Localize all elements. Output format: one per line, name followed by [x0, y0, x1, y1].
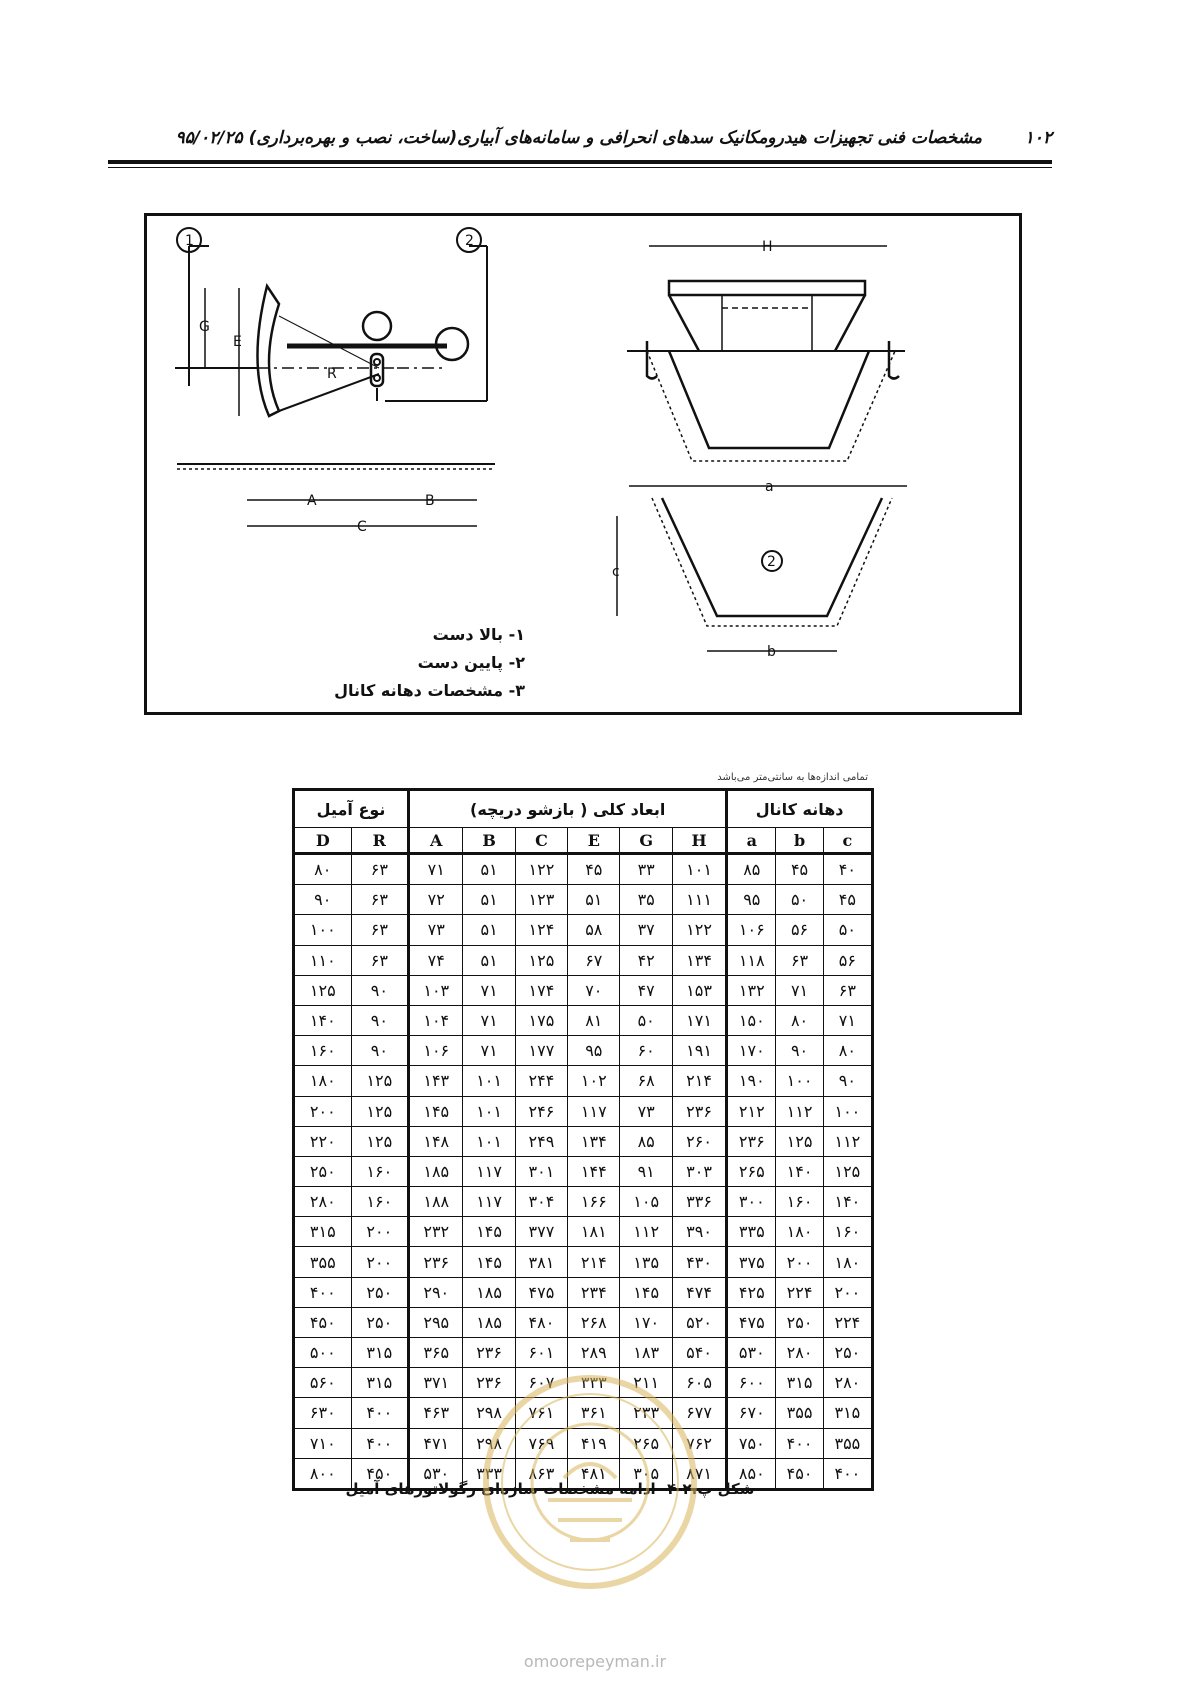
- table-cell: ۴۰۰: [294, 1277, 352, 1307]
- table-cell: ۱۲۵: [351, 1126, 409, 1156]
- table-cell: ۳۳۳: [463, 1458, 515, 1489]
- column-header-C: C: [515, 828, 567, 854]
- table-cell: ۷۱۰: [294, 1428, 352, 1458]
- table-cell: ۴۵: [823, 885, 872, 915]
- table-cell: ۳۵۵: [294, 1247, 352, 1277]
- table-row: [294, 1277, 873, 1307]
- column-header-G: G: [620, 828, 672, 854]
- table-cell: ۸۶۳: [515, 1458, 567, 1489]
- table-cell: ۱۴۵: [409, 1096, 463, 1126]
- gate-drawing: [144, 213, 1022, 715]
- table-cell: ۶۳: [351, 915, 409, 945]
- table-cell: ۴۷۵: [727, 1307, 776, 1337]
- table-cell: ۱۴۵: [620, 1277, 672, 1307]
- table-cell: ۸۷۱: [672, 1458, 726, 1489]
- table-cell: ۵۴۰: [672, 1338, 726, 1368]
- label-a: a: [765, 479, 774, 495]
- column-header-c: c: [823, 828, 872, 854]
- table-cell: ۱۴۰: [776, 1156, 823, 1186]
- table-cell: ۱۱۷: [568, 1096, 620, 1126]
- table-cell: ۲۳۶: [727, 1126, 776, 1156]
- table-cell: ۱۲۵: [515, 945, 567, 975]
- table-row: [294, 1126, 873, 1156]
- column-header-a: a: [727, 828, 776, 854]
- table-cell: ۳۰۰: [727, 1187, 776, 1217]
- table-cell: ۴۵: [568, 854, 620, 885]
- table-cell: ۷۲: [409, 885, 463, 915]
- table-cell: ۶۷۷: [672, 1398, 726, 1428]
- table-cell: ۳۳۵: [727, 1217, 776, 1247]
- table-row: [294, 1156, 873, 1186]
- table-cell: ۲۴۴: [515, 1066, 567, 1096]
- table-cell: ۱۳۴: [672, 945, 726, 975]
- table-cell: ۹۵: [727, 885, 776, 915]
- table-cell: ۲۶۰: [672, 1126, 726, 1156]
- column-header-H: H: [672, 828, 726, 854]
- table-cell: ۱۰۲: [568, 1066, 620, 1096]
- label-G: G: [199, 319, 210, 335]
- table-cell: ۱۶۰: [294, 1036, 352, 1066]
- table-cell: ۲۵۰: [776, 1307, 823, 1337]
- table-cell: ۴۳۰: [672, 1247, 726, 1277]
- table-cell: ۵۲۰: [672, 1307, 726, 1337]
- table-cell: ۷۰: [568, 975, 620, 1005]
- label-A: A: [307, 493, 317, 509]
- table-cell: ۱۴۵: [463, 1217, 515, 1247]
- table-cell: ۱۸۵: [463, 1307, 515, 1337]
- table-cell: ۲۶۵: [727, 1156, 776, 1186]
- table-cell: ۱۶۰: [351, 1156, 409, 1186]
- table-cell: ۴۲۵: [727, 1277, 776, 1307]
- table-cell: ۱۸۳: [620, 1338, 672, 1368]
- table-cell: ۱۲۵: [823, 1156, 872, 1186]
- table-cell: ۱۰۶: [409, 1036, 463, 1066]
- table-cell: ۲۲۴: [776, 1277, 823, 1307]
- table-cell: ۲۸۰: [823, 1368, 872, 1398]
- table-cell: ۷۱: [463, 1005, 515, 1035]
- table-cell: ۴۷۱: [409, 1428, 463, 1458]
- table-cell: ۷۱: [823, 1005, 872, 1035]
- table-cell: ۹۰: [351, 1005, 409, 1035]
- table-cell: ۱۴۴: [568, 1156, 620, 1186]
- table-cell: ۵۶: [776, 915, 823, 945]
- table-row: [294, 1066, 873, 1096]
- table-cell: ۲۱۱: [620, 1368, 672, 1398]
- table-cell: ۲۳۲: [409, 1217, 463, 1247]
- table-cell: ۲۸۰: [776, 1338, 823, 1368]
- table-cell: ۱۱۸: [727, 945, 776, 975]
- table-cell: ۱۶۰: [351, 1187, 409, 1217]
- table-cell: ۵۱: [463, 885, 515, 915]
- table-cell: ۱۰۳: [409, 975, 463, 1005]
- table-cell: ۲۵۰: [294, 1156, 352, 1186]
- table-cell: ۲۹۸: [463, 1398, 515, 1428]
- label-c: c: [612, 564, 620, 580]
- table-cell: ۱۱۱: [672, 885, 726, 915]
- table-cell: ۲۰۰: [351, 1247, 409, 1277]
- table-cell: ۴۵۰: [776, 1458, 823, 1489]
- page-header: [108, 122, 1052, 154]
- table-cell: ۹۱: [620, 1156, 672, 1186]
- table-cell: ۳۳۶: [672, 1187, 726, 1217]
- table-cell: ۱۱۰: [294, 945, 352, 975]
- table-cell: ۶۰: [620, 1036, 672, 1066]
- table-cell: ۴۸۱: [568, 1458, 620, 1489]
- column-header-R: R: [351, 828, 409, 854]
- table-cell: ۱۸۰: [294, 1066, 352, 1096]
- table-cell: ۴۰۰: [823, 1458, 872, 1489]
- table-cell: ۵۱: [568, 885, 620, 915]
- table-cell: ۳۵: [620, 885, 672, 915]
- column-header-B: B: [463, 828, 515, 854]
- table-cell: ۲۵۰: [823, 1338, 872, 1368]
- table-cell: ۳۸۱: [515, 1247, 567, 1277]
- table-cell: ۷۵۰: [727, 1428, 776, 1458]
- label-B: B: [425, 493, 435, 509]
- table-cell: ۸۰: [776, 1005, 823, 1035]
- table-cell: ۱۲۵: [294, 975, 352, 1005]
- table-cell: ۶۷۰: [727, 1398, 776, 1428]
- table-cell: ۴۷: [620, 975, 672, 1005]
- label-mark-1: 1: [185, 233, 194, 249]
- table-cell: ۸۰۰: [294, 1458, 352, 1489]
- table-cell: ۳۳: [620, 854, 672, 885]
- table-row: [294, 915, 873, 945]
- table-cell: ۳۹۰: [672, 1217, 726, 1247]
- table-cell: ۲۶۸: [568, 1307, 620, 1337]
- table-cell: ۵۳۰: [727, 1338, 776, 1368]
- table-cell: ۱۳۴: [568, 1126, 620, 1156]
- table-cell: ۴۷۵: [515, 1277, 567, 1307]
- table-cell: ۸۵۰: [727, 1458, 776, 1489]
- units-note: تمامی اندازه‌ها به سانتی‌متر می‌باشد: [717, 772, 868, 783]
- table-cell: ۳۷۷: [515, 1217, 567, 1247]
- table-cell: ۹۰: [351, 1036, 409, 1066]
- table-cell: ۱۵۰: [727, 1005, 776, 1035]
- table-cell: ۲۳۶: [463, 1338, 515, 1368]
- table-cell: ۱۵۳: [672, 975, 726, 1005]
- table-cell: ۶۰۰: [727, 1368, 776, 1398]
- label-b: b: [767, 644, 776, 660]
- table-cell: ۲۴۶: [515, 1096, 567, 1126]
- table-row: [294, 1217, 873, 1247]
- table-row: [294, 945, 873, 975]
- table-cell: ۵۱: [463, 945, 515, 975]
- table-cell: ۵۰۰: [294, 1338, 352, 1368]
- table-cell: ۱۲۲: [515, 854, 567, 885]
- table-cell: ۱۲۵: [351, 1096, 409, 1126]
- table-cell: ۳۰۱: [515, 1156, 567, 1186]
- table-cell: ۹۵: [568, 1036, 620, 1066]
- group-overall: ابعاد کلی ( بازشو دریچه): [409, 790, 727, 828]
- table-cell: ۳۶۱: [568, 1398, 620, 1428]
- table-cell: ۵۶: [823, 945, 872, 975]
- table-cell: ۱۸۰: [823, 1247, 872, 1277]
- table-cell: ۲۸۰: [294, 1187, 352, 1217]
- table-cell: ۵۰: [776, 885, 823, 915]
- table-cell: ۱۰۰: [823, 1096, 872, 1126]
- engineering-drawing: [147, 216, 1019, 712]
- figure-caption: شکل پ.۲-۴- ادامه مشخصات سازه‌ای رگولاتورهای آمیل: [345, 1480, 755, 1498]
- table-cell: ۶۸: [620, 1066, 672, 1096]
- page-number: ۱۰۲: [1024, 128, 1052, 148]
- table-cell: ۱۴۸: [409, 1126, 463, 1156]
- legend-item: ۳- مشخصات دهانه کانال: [334, 681, 525, 700]
- table-cell: ۲۴۹: [515, 1126, 567, 1156]
- table-cell: ۲۳۶: [463, 1368, 515, 1398]
- table-cell: ۱۸۵: [409, 1156, 463, 1186]
- table-cell: ۷۱: [463, 1036, 515, 1066]
- table-cell: ۲۱۲: [727, 1096, 776, 1126]
- table-cell: ۷۶۲: [672, 1428, 726, 1458]
- table-cell: ۳۵۵: [823, 1428, 872, 1458]
- table-cell: ۵۳۰: [409, 1458, 463, 1489]
- table-cell: ۵۸: [568, 915, 620, 945]
- table-cell: ۸۵: [620, 1126, 672, 1156]
- table-cell: ۱۹۱: [672, 1036, 726, 1066]
- table-cell: ۲۱۴: [672, 1066, 726, 1096]
- table-row: [294, 1307, 873, 1337]
- table-cell: ۲۸۹: [568, 1338, 620, 1368]
- table-cell: ۴۸۰: [515, 1307, 567, 1337]
- table-cell: ۳۷: [620, 915, 672, 945]
- table-cell: ۱۷۰: [727, 1036, 776, 1066]
- figure-legend: [325, 621, 525, 705]
- legend-item: ۱- بالا دست: [432, 625, 525, 644]
- table-cell: ۴۰۰: [351, 1428, 409, 1458]
- gate-top-frame: [669, 281, 865, 295]
- table-cell: ۱۹۰: [727, 1066, 776, 1096]
- table-cell: ۴۵: [776, 854, 823, 885]
- footer-watermark: omoorepeyman.ir: [523, 1652, 667, 1671]
- table-cell: ۹۰: [776, 1036, 823, 1066]
- table-cell: ۲۹۸: [463, 1428, 515, 1458]
- table-cell: ۱۷۵: [515, 1005, 567, 1035]
- table-cell: ۴۵۰: [351, 1458, 409, 1489]
- table-cell: ۱۲۵: [351, 1066, 409, 1096]
- table-cell: ۳۶۵: [409, 1338, 463, 1368]
- table-cell: ۵۶۰: [294, 1368, 352, 1398]
- table-cell: ۱۴۰: [823, 1187, 872, 1217]
- counterweight-top: [363, 312, 391, 340]
- table-cell: ۱۷۴: [515, 975, 567, 1005]
- column-header-E: E: [568, 828, 620, 854]
- table-cell: ۲۳۴: [568, 1277, 620, 1307]
- column-header-A: A: [409, 828, 463, 854]
- table-cell: ۶۳: [351, 945, 409, 975]
- table-cell: ۲۰۰: [823, 1277, 872, 1307]
- header-rule-thick: [108, 160, 1052, 164]
- table-cell: ۶۳: [351, 854, 409, 885]
- table-cell: ۳۳۳: [568, 1368, 620, 1398]
- table-cell: ۸۱: [568, 1005, 620, 1035]
- table-cell: ۷۱: [776, 975, 823, 1005]
- table-row: [294, 1187, 873, 1217]
- table-cell: ۱۲۴: [515, 915, 567, 945]
- table-row: [294, 854, 873, 885]
- legend-item: ۲- پایین دست: [417, 653, 525, 672]
- table-cell: ۱۱۷: [463, 1187, 515, 1217]
- table-cell: ۴۰۰: [776, 1428, 823, 1458]
- table-cell: ۳۰۴: [515, 1187, 567, 1217]
- table-cell: ۱۶۰: [823, 1217, 872, 1247]
- table-cell: ۱۰۴: [409, 1005, 463, 1035]
- table-cell: ۷۳: [409, 915, 463, 945]
- table-cell: ۱۲۲: [672, 915, 726, 945]
- table-cell: ۶۳: [823, 975, 872, 1005]
- table-cell: ۱۷۷: [515, 1036, 567, 1066]
- table-cell: ۳۷۵: [727, 1247, 776, 1277]
- table-cell: ۷۳: [620, 1096, 672, 1126]
- table-cell: ۹۰: [823, 1066, 872, 1096]
- table-cell: ۱۰۰: [294, 915, 352, 945]
- table-cell: ۳۱۵: [776, 1368, 823, 1398]
- table-cell: ۱۴۰: [294, 1005, 352, 1035]
- table-row: [294, 1247, 873, 1277]
- table-cell: ۶۰۱: [515, 1338, 567, 1368]
- table-row: [294, 1036, 873, 1066]
- table-cell: ۷۴: [409, 945, 463, 975]
- table-cell: ۶۰۵: [672, 1368, 726, 1398]
- table-cell: ۱۱۲: [620, 1217, 672, 1247]
- table-row: [294, 1338, 873, 1368]
- table-cell: ۱۶۶: [568, 1187, 620, 1217]
- table-cell: ۱۴۳: [409, 1066, 463, 1096]
- table-cell: ۱۸۱: [568, 1217, 620, 1247]
- table-cell: ۴۲: [620, 945, 672, 975]
- table-cell: ۹۰: [294, 885, 352, 915]
- label-mark-2: 2: [465, 233, 474, 249]
- table-cell: ۲۳۳: [620, 1398, 672, 1428]
- table-cell: ۶۰۷: [515, 1368, 567, 1398]
- table-row: [294, 885, 873, 915]
- table-cell: ۲۰۰: [776, 1247, 823, 1277]
- table-cell: ۱۲۵: [776, 1126, 823, 1156]
- table-cell: ۱۰۶: [727, 915, 776, 945]
- table-cell: ۲۳۶: [672, 1096, 726, 1126]
- table-cell: ۳۷۱: [409, 1368, 463, 1398]
- table-cell: ۲۰۰: [294, 1096, 352, 1126]
- table-cell: ۳۱۵: [294, 1217, 352, 1247]
- table-cell: ۱۳۵: [620, 1247, 672, 1277]
- table-cell: ۲۱۴: [568, 1247, 620, 1277]
- column-header-b: b: [776, 828, 823, 854]
- table-cell: ۴۵۰: [294, 1307, 352, 1337]
- table-cell: ۶۳۰: [294, 1398, 352, 1428]
- table-cell: ۵۰: [620, 1005, 672, 1035]
- table-cell: ۹۰: [351, 975, 409, 1005]
- table-cell: ۲۲۰: [294, 1126, 352, 1156]
- table-cell: ۱۱۲: [776, 1096, 823, 1126]
- table-cell: ۲۲۴: [823, 1307, 872, 1337]
- table-cell: ۱۱۲: [823, 1126, 872, 1156]
- table-cell: ۲۰۰: [351, 1217, 409, 1247]
- table-cell: ۱۱۷: [463, 1156, 515, 1186]
- label-R: R: [327, 366, 337, 382]
- table-cell: ۷۶۹: [515, 1428, 567, 1458]
- table-cell: ۱۸۸: [409, 1187, 463, 1217]
- label-E: E: [233, 334, 242, 350]
- table-cell: ۵۰: [823, 915, 872, 945]
- channel-section: [669, 351, 869, 448]
- table-cell: ۳۱۵: [351, 1368, 409, 1398]
- table-cell: ۱۰۱: [463, 1096, 515, 1126]
- header-rule-thin: [108, 167, 1052, 168]
- table-cell: ۲۹۵: [409, 1307, 463, 1337]
- table-row: [294, 1005, 873, 1035]
- watermark-seal-icon: [478, 1370, 702, 1594]
- table-row: [294, 1096, 873, 1126]
- table-cell: ۴۷۴: [672, 1277, 726, 1307]
- table-cell: ۱۴۵: [463, 1247, 515, 1277]
- table-cell: ۱۷۱: [672, 1005, 726, 1035]
- header-title: مشخصات فنی تجهیزات هیدرومکانیک سدهای انحرافی و سامانه‌های آبیاری(ساخت، نصب و بهره‌برداری) ۹۵/۰۲/۲۵: [175, 128, 982, 148]
- table-cell: ۶۷: [568, 945, 620, 975]
- table-cell: ۱۸۵: [463, 1277, 515, 1307]
- table-cell: ۱۸۰: [776, 1217, 823, 1247]
- table-cell: ۴۰: [823, 854, 872, 885]
- table-cell: ۳۰۵: [620, 1458, 672, 1489]
- table-cell: ۷۱: [463, 975, 515, 1005]
- table-cell: ۸۰: [823, 1036, 872, 1066]
- table-cell: ۲۹۰: [409, 1277, 463, 1307]
- table-cell: ۴۱۹: [568, 1428, 620, 1458]
- table-cell: ۳۱۵: [351, 1338, 409, 1368]
- table-cell: ۱۰۰: [776, 1066, 823, 1096]
- label-C: C: [357, 519, 367, 535]
- table-cell: ۳۵۵: [776, 1398, 823, 1428]
- group-amil-type: نوع آمیل: [294, 790, 409, 828]
- table-cell: ۳۰۳: [672, 1156, 726, 1186]
- table-cell: ۱۳۲: [727, 975, 776, 1005]
- table-cell: ۱۰۱: [463, 1126, 515, 1156]
- table-cell: ۸۵: [727, 854, 776, 885]
- table-cell: ۱۰۱: [463, 1066, 515, 1096]
- table-cell: ۱۰۵: [620, 1187, 672, 1217]
- table-row: [294, 975, 873, 1005]
- table-cell: ۵۱: [463, 915, 515, 945]
- column-header-D: D: [294, 828, 352, 854]
- label-section-2: 2: [767, 554, 776, 570]
- table-cell: ۱۰۱: [672, 854, 726, 885]
- table-cell: ۱۷۰: [620, 1307, 672, 1337]
- table-cell: ۶۳: [351, 885, 409, 915]
- gate-leaf: [257, 286, 279, 416]
- table-cell: ۶۳: [776, 945, 823, 975]
- table-cell: ۴۶۳: [409, 1398, 463, 1428]
- table-cell: ۷۶۱: [515, 1398, 567, 1428]
- table-cell: ۴۰۰: [351, 1398, 409, 1428]
- group-channel: دهانه کانال: [727, 790, 873, 828]
- table-cell: ۲۵۰: [351, 1307, 409, 1337]
- table-cell: ۱۶۰: [776, 1187, 823, 1217]
- table-cell: ۲۵۰: [351, 1277, 409, 1307]
- label-H: H: [762, 239, 773, 255]
- table-cell: ۲۶۵: [620, 1428, 672, 1458]
- table-cell: ۸۰: [294, 854, 352, 885]
- table-cell: ۵۱: [463, 854, 515, 885]
- table-cell: ۲۳۶: [409, 1247, 463, 1277]
- table-cell: ۳۱۵: [823, 1398, 872, 1428]
- table-cell: ۷۱: [409, 854, 463, 885]
- table-cell: ۱۲۳: [515, 885, 567, 915]
